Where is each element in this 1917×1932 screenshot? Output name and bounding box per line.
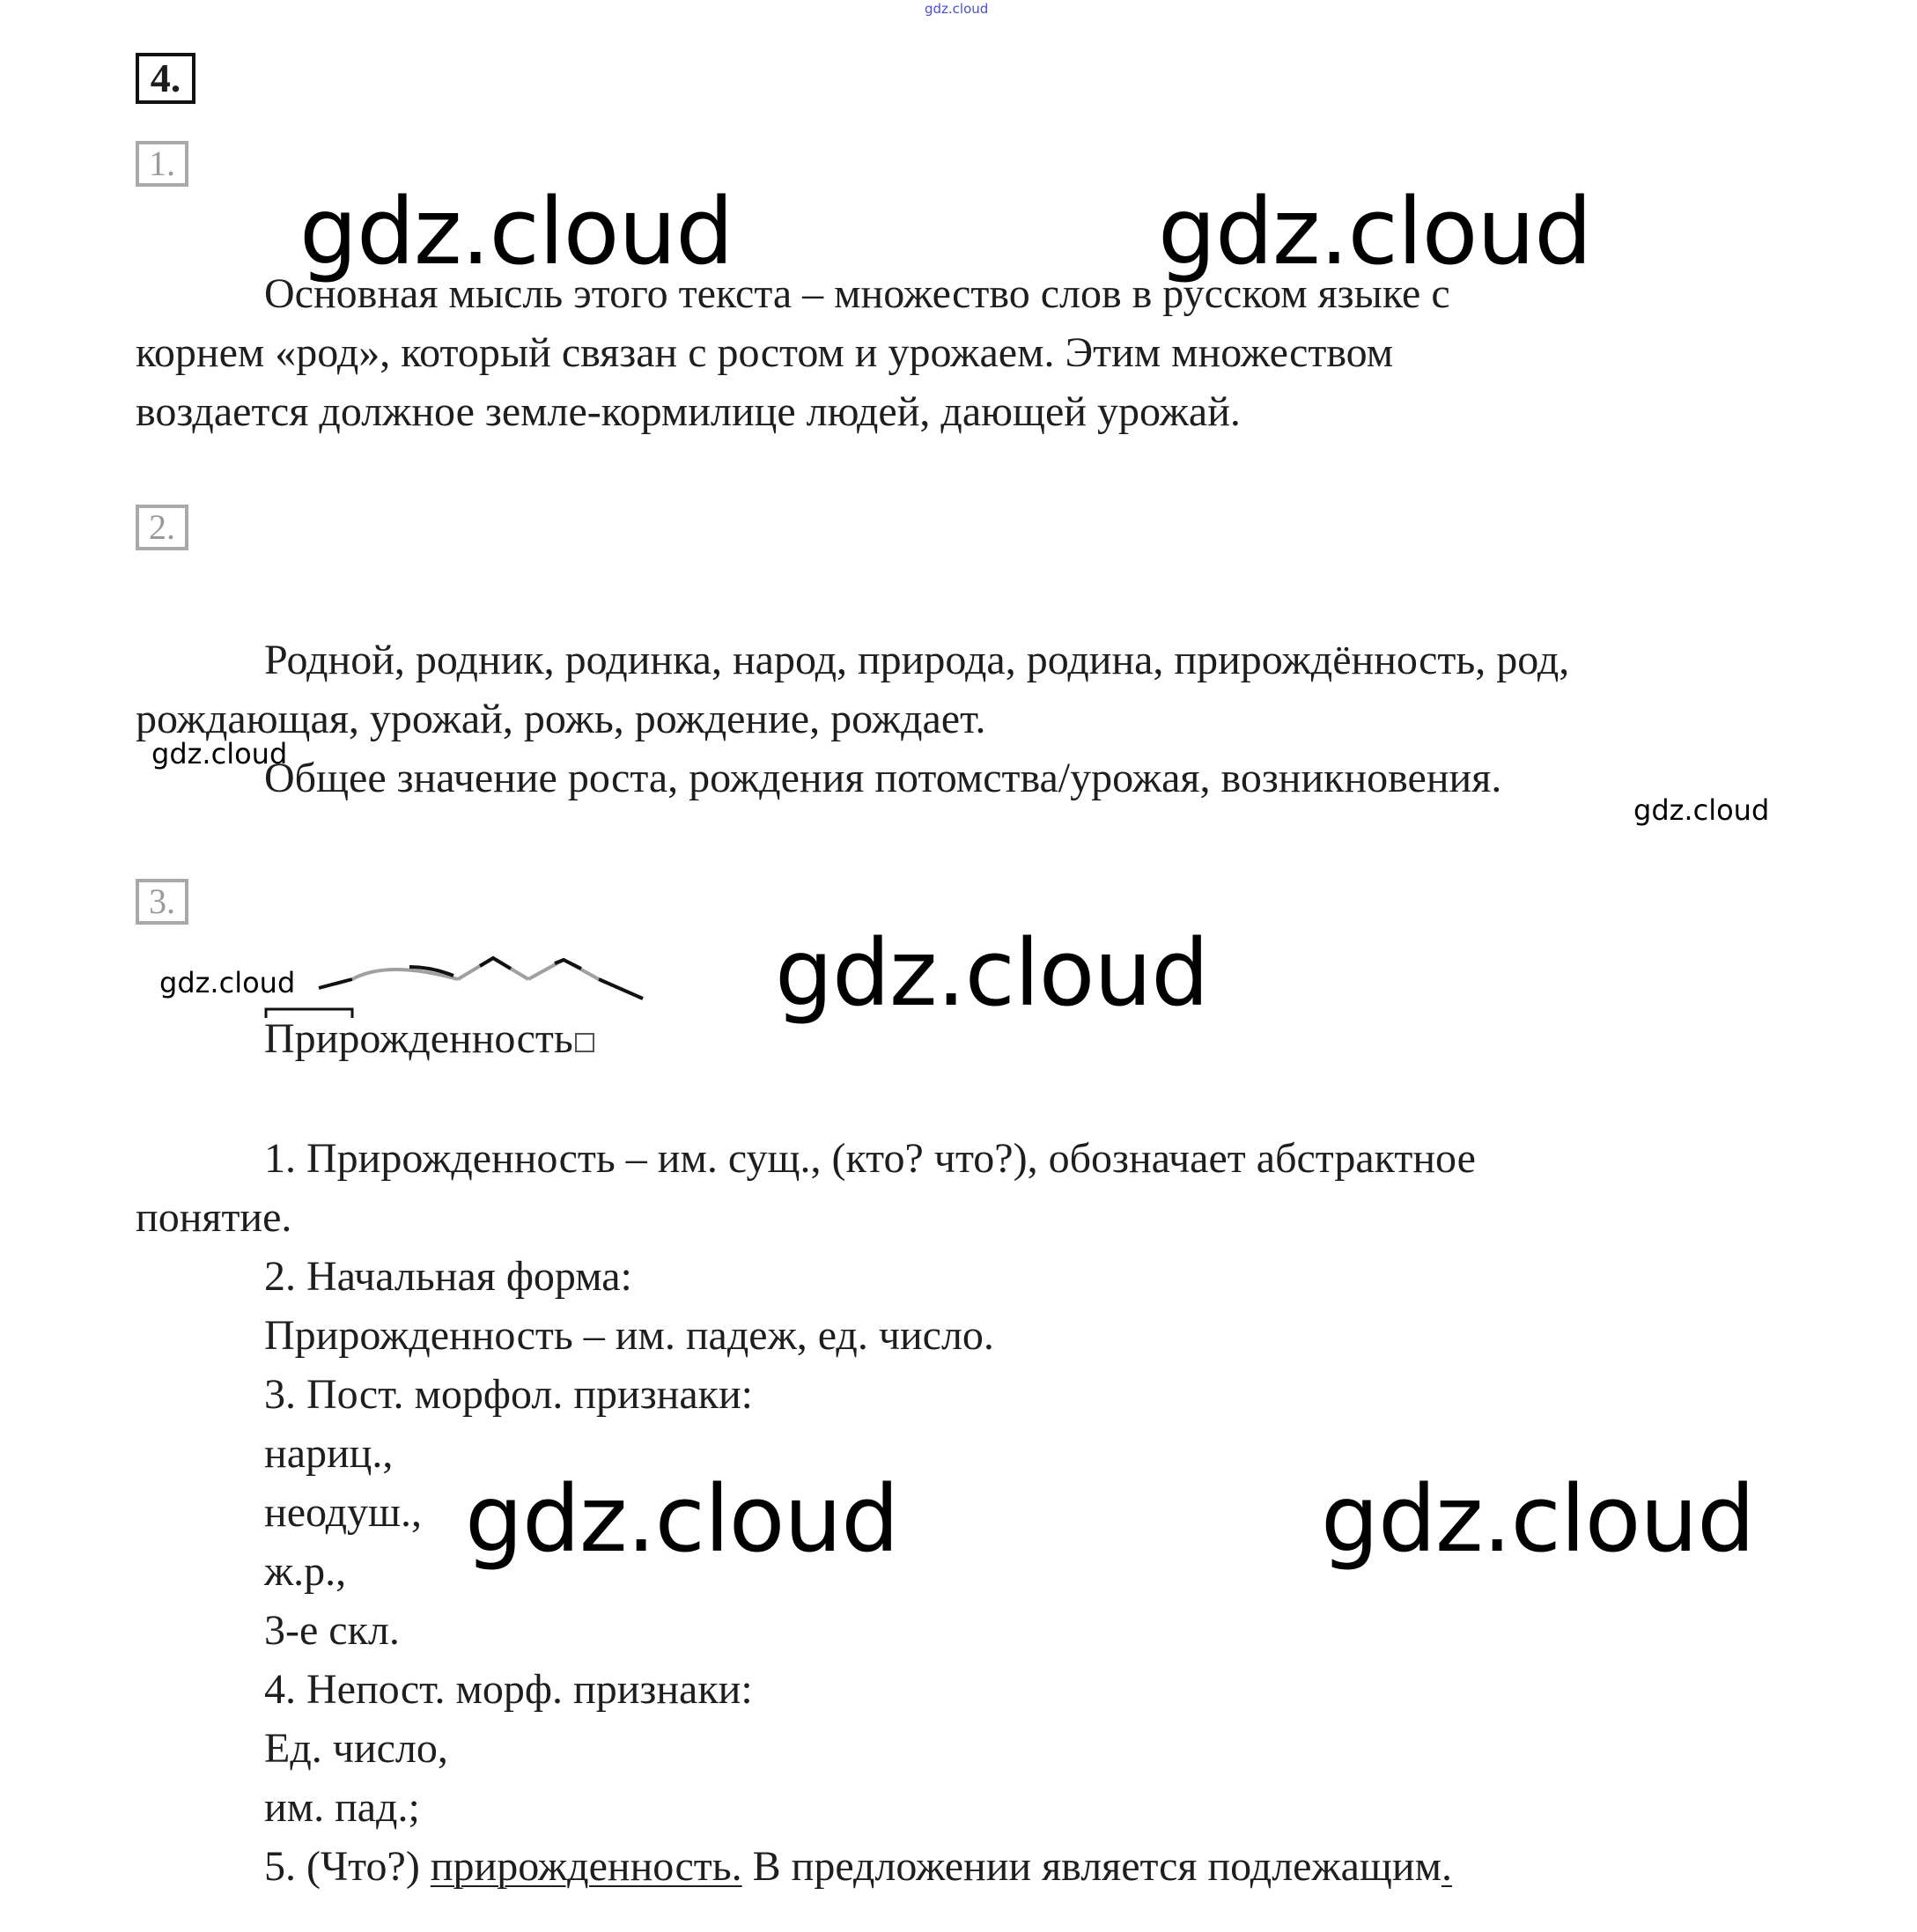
ending-box <box>575 1033 594 1052</box>
parse-line-13-suffix: В предложении является подлежащим <box>741 1843 1441 1890</box>
section-2-number: 2. <box>136 505 188 550</box>
suffix-mark-1-dark <box>480 958 511 969</box>
parse-line-10: 4. Непост. морф. признаки: <box>264 1666 753 1713</box>
parse-line-13-prefix: 5. (Что?) <box>264 1843 431 1890</box>
section-3-word <box>264 1009 594 1068</box>
prefix-mark <box>319 979 352 988</box>
parse-line-13 <box>264 1837 1452 1896</box>
parse-line-4: Прирожденность – им. падеж, ед. число. <box>264 1312 994 1359</box>
parse-line-7: неодуш., <box>264 1489 422 1536</box>
section-3-number: 3. <box>136 879 188 925</box>
parse-line-1: 1. Прирожденность – им. сущ., (кто? что?), обозначает абстрактное <box>264 1135 1476 1182</box>
parse-line-9: 3-е скл. <box>264 1607 400 1654</box>
suffix-mark-2 <box>528 960 599 979</box>
section-3-word-text: Прирожденность <box>264 1015 573 1062</box>
task-number-box: 4. <box>136 53 195 104</box>
section-2-line-1: Родной, родник, родинка, народ, природа, родина, прирождённость, род, <box>264 637 1570 683</box>
watermark-small-2: gdz.cloud <box>1633 793 1770 827</box>
subject-underlined: прирожденность. <box>430 1843 742 1890</box>
parse-line-13-end: . <box>1441 1843 1452 1890</box>
section-1-number: 1. <box>136 141 188 187</box>
parse-line-3: 2. Начальная форма: <box>264 1253 632 1300</box>
watermark-large-1: gdz.cloud <box>299 178 734 285</box>
section-2-line-2: рождающая, урожай, рожь, рождение, рождает. <box>136 696 986 742</box>
suffix-mark-3 <box>599 979 643 999</box>
parse-line-6: нариц., <box>264 1430 394 1477</box>
watermark-large-4: gdz.cloud <box>465 1465 899 1573</box>
watermark-large-3: gdz.cloud <box>775 919 1209 1027</box>
parse-line-12: им. пад.; <box>264 1784 420 1831</box>
watermark-large-5: gdz.cloud <box>1321 1465 1755 1573</box>
parse-line-5: 3. Пост. морфол. признаки: <box>264 1371 753 1418</box>
section-1-line-3: воздается должное земле-кормилице людей, дающей урожай. <box>136 388 1241 435</box>
section-1-line-2: корнем «род», который связан с ростом и урожаем. Этим множеством <box>136 329 1394 376</box>
parse-line-8: ж.р., <box>264 1548 347 1595</box>
watermark-small-1: gdz.cloud <box>151 737 288 771</box>
section-1-line-1: Основная мысль этого текста – множество слов в русском языке с <box>264 270 1450 317</box>
parse-line-11: Ед. число, <box>264 1725 448 1772</box>
watermark-top-small: gdz.cloud <box>925 1 989 17</box>
watermark-small-3: gdz.cloud <box>159 966 296 999</box>
section-2-line-3: Общее значение роста, рождения потомства/урожая, возникновения. <box>264 755 1502 801</box>
watermark-large-2: gdz.cloud <box>1158 178 1592 285</box>
suffix-mark-1 <box>458 958 528 979</box>
parse-line-2: понятие. <box>136 1194 292 1241</box>
